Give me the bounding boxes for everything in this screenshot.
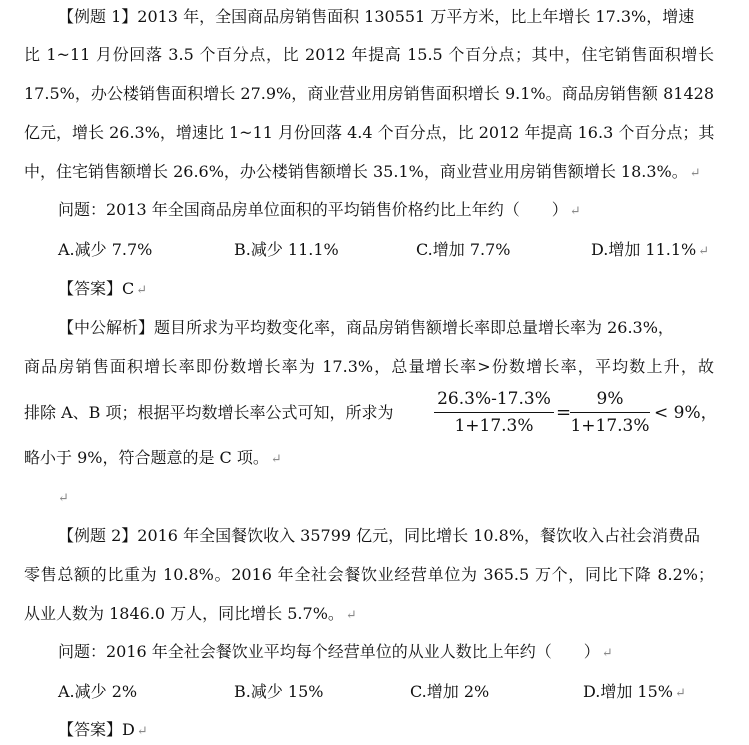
paragraph-mark: ↵ [136, 283, 148, 298]
less-than-text: < 9%， [654, 403, 718, 423]
option-b-text: B.减少 15% [234, 682, 324, 701]
option-d-text: D.增加 15% [583, 682, 673, 701]
example1-answer-text: 【答案】C [58, 279, 135, 298]
example1-option-d [591, 237, 709, 265]
example2-question [0, 639, 749, 665]
option-c-text: C.增加 7.7% [416, 240, 511, 259]
equals-text: = [556, 402, 572, 423]
analysis-line-4 [24, 445, 749, 471]
example2-line-1 [0, 523, 749, 549]
empty-paragraph [56, 484, 749, 510]
analysis-line-1 [0, 315, 749, 341]
paragraph-mark: ↵ [58, 491, 69, 506]
example1-line-2 [24, 42, 714, 68]
option-a-text: A.减少 2% [58, 682, 138, 701]
example1-line-4 [24, 120, 714, 146]
option-b-text: B.减少 11.1% [234, 240, 339, 259]
fraction-1-bar [434, 412, 554, 413]
example1-line-1-text: 【例题 1】2013 年，全国商品房销售面积 130551 万平方米，比上年增长 17.3%，增速 [58, 7, 695, 26]
example2-option-d [583, 679, 686, 707]
example1-question-text: 问题：2013 年全国商品房单位面积的平均销售价格约比上年约（ ） [58, 200, 568, 219]
paragraph-mark: ↵ [345, 608, 357, 623]
fraction-1-numerator: 26.3%-17.3% [437, 389, 551, 409]
example1-line-3 [24, 81, 714, 107]
example1-line-3-text: 17.5%，办公楼销售面积增长 27.9%，商业营业用房销售面积增长 9.1%。商品房销售额 81428 [24, 84, 714, 103]
example2-question-text: 问题：2016 年全社会餐饮业平均每个经营单位的从业人数比上年约（ ） [58, 642, 600, 661]
example2-answer [0, 717, 749, 743]
fraction-2-denominator: 1+17.3% [570, 416, 650, 436]
example2-option-c [410, 679, 489, 705]
example1-line-1 [0, 4, 749, 30]
example1-line-4-text: 亿元，增长 26.3%，增速比 1~11 月份回落 4.4 个百分点，比 2012 年提高 16.3 个百分点；其 [24, 123, 714, 142]
fraction-2-bar [570, 412, 650, 413]
example2-answer-text: 【答案】D [58, 720, 135, 739]
option-c-text: C.增加 2% [410, 682, 490, 701]
analysis-line-3-text: 排除 A、B 项；根据平均数增长率公式可知，所求为 [24, 403, 394, 422]
fraction-2 [570, 387, 650, 438]
example2-line-2 [24, 562, 714, 588]
paragraph-mark: ↵ [698, 244, 710, 259]
analysis-line-2-text: 商品房销售面积增长率即份数增长率为 17.3%，总量增长率>份数增长率，平均数上升，故 [24, 357, 714, 376]
example1-line-2-text: 比 1~11 月份回落 3.5 个百分点，比 2012 年提高 15.5 个百分点；其中，住宅销售面积增长 [24, 45, 714, 64]
example1-line-5-text: 中，住宅销售额增长 26.6%，办公楼销售额增长 35.1%，商业营业用房销售额增长 18.3%。 [24, 162, 688, 181]
less-than-result [654, 400, 718, 426]
paragraph-mark: ↵ [569, 204, 581, 219]
analysis-line-3-prefix [24, 400, 444, 426]
analysis-line-1-text: 【中公解析】题目所求为平均数变化率，商品房销售额增长率即总量增长率为 26.3%， [58, 318, 674, 337]
example2-option-b [234, 679, 324, 705]
example2-line-2-text: 零售总额的比重为 10.8%。2016 年全社会餐饮业经营单位为 365.5 万个，同比下降 8.2%； [24, 565, 714, 584]
example1-line-5 [24, 159, 749, 185]
option-d-text: D.增加 11.1% [591, 240, 697, 259]
example1-option-c [416, 237, 511, 263]
equals-sign [556, 400, 571, 426]
analysis-line-2 [24, 354, 714, 380]
example1-option-b [234, 237, 339, 263]
example2-option-a [58, 679, 137, 705]
paragraph-mark: ↵ [270, 452, 282, 467]
fraction-2-numerator: 9% [596, 389, 624, 409]
paragraph-mark: ↵ [601, 646, 613, 661]
example1-option-a [58, 237, 152, 263]
analysis-line-4-text: 略小于 9%，符合题意的是 C 项。 [24, 448, 269, 467]
paragraph-mark: ↵ [136, 724, 148, 739]
example2-line-1-text: 【例题 2】2016 年全国餐饮收入 35799 亿元，同比增长 10.8%，餐饮收入占社会消费品 [58, 526, 701, 545]
example2-line-3-text: 从业人数为 1846.0 万人，同比增长 5.7%。 [24, 604, 344, 623]
paragraph-mark: ↵ [675, 686, 686, 701]
option-a-text: A.减少 7.7% [58, 240, 153, 259]
fraction-1 [434, 387, 554, 438]
example1-answer [0, 276, 749, 302]
paragraph-mark: ↵ [689, 166, 701, 181]
fraction-1-denominator: 1+17.3% [454, 416, 534, 436]
example1-question [0, 197, 749, 223]
example2-line-3 [24, 601, 749, 627]
